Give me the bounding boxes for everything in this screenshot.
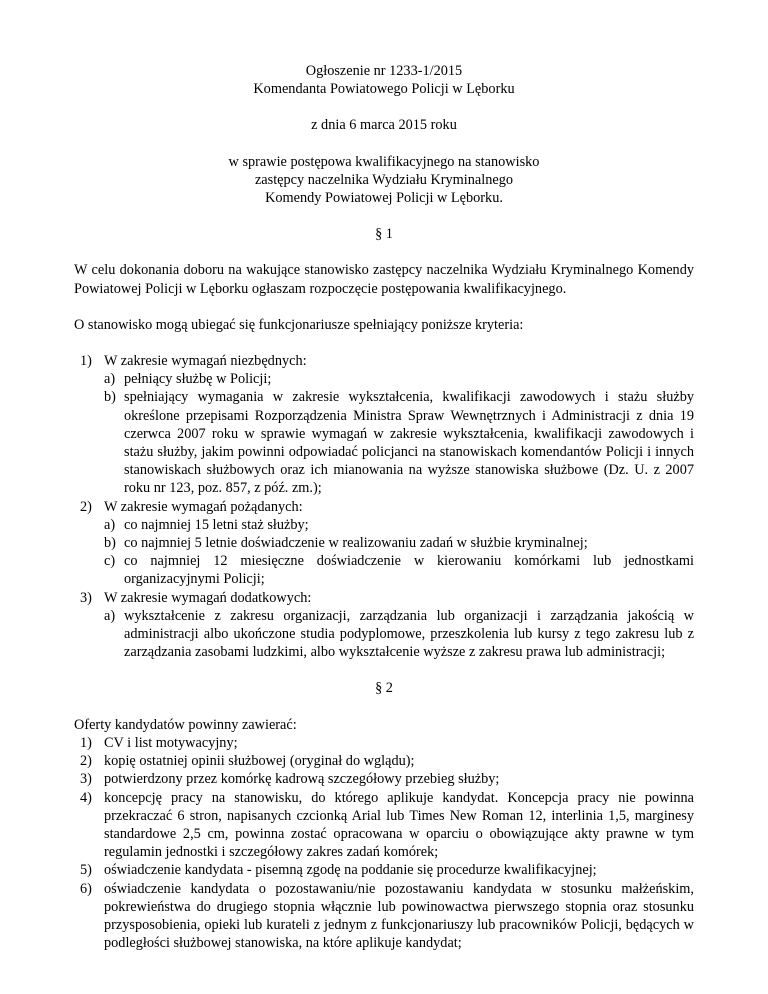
section-2-mark: § 2	[375, 680, 393, 697]
document-header	[74, 62, 694, 243]
item-text: co najmniej 15 letni staż służby;	[124, 516, 309, 533]
list-item	[80, 752, 694, 770]
group-number: 1)	[80, 353, 92, 370]
issuer: Komendanta Powiatowego Policji w Lęborku	[253, 81, 515, 98]
subject-line-1: w sprawie postępowa kwalifikacyjnego na stanowisko	[228, 153, 540, 170]
list-item	[80, 770, 694, 788]
item-text: oświadczenie kandydata - pisemną zgodę na poddanie się procedurze kwalifikacyjnej;	[104, 862, 597, 879]
item-number: 4)	[80, 789, 92, 806]
list-item	[80, 734, 694, 752]
item-text: CV i list motywacyjny;	[104, 734, 238, 751]
section-1-intro: W celu dokonania doboru na wakujące stanowisko zastępcy naczelnika Wydziału Kryminalnego Komendy Powiatowej Policji w Lęborku ogłaszam rozpoczęcie postępowania kwalifikacyjnego.	[74, 262, 694, 297]
list-item	[104, 534, 694, 552]
list-item	[80, 880, 694, 953]
list-item	[104, 370, 694, 388]
group-number: 2)	[80, 498, 92, 515]
item-letter: c)	[104, 553, 116, 570]
subject-line-2: zastępcy naczelnika Wydziału Kryminalnego	[254, 171, 514, 188]
item-number: 1)	[80, 734, 92, 751]
criteria-intro: O stanowisko mogą ubiegać się funkcjonariusze spełniający poniższe kryteria:	[74, 316, 524, 333]
group-title: W zakresie wymagań niezbędnych:	[104, 353, 307, 370]
item-text: oświadczenie kandydata o pozostawaniu/nie pozostawaniu kandydata w stosunku małżeńskim, pokrewieństwa do drugiego stopnia włącznie lub powinowactwa pierwszego stopnia oraz stosunku przysposobienia, opieki lub kurateli z jednym z funkcjonariuszy lub pracowników Policji, będących w podległości służbowej stanowiska, na które aplikuje kandydat;	[104, 880, 694, 952]
item-number: 3)	[80, 771, 92, 788]
list-item	[80, 789, 694, 862]
criteria-group	[80, 589, 694, 662]
group-items	[104, 607, 694, 662]
announcement-number: Ogłoszenie nr 1233-1/2015	[305, 63, 463, 79]
item-letter: b)	[104, 389, 116, 406]
item-text: koncepcję pracy na stanowisku, do którego aplikuje kandydat. Koncepcja pracy nie powinna przekraczać 6 stron, napisanych czcionką Arial lub Times New Roman 12, interlinia 1,5, marginesy standardowe 2,5 cm, powinna zostać opracowana w oparciu o obowiązujące akty prawne w tym regulamin jednostki i szczegółowy zakres zadań komórek;	[104, 789, 694, 861]
section-1-mark: § 1	[375, 226, 393, 243]
group-items	[104, 370, 694, 497]
item-text: spełniający wymagania w zakresie wykształcenia, kwalifikacji zawodowych i stażu służby określone przepisami Rozporządzenia Ministra Spraw Wewnętrznych i Administracji z dnia 19 czerwca 2007 roku w sprawie wymagań w zakresie wykształcenia, kwalifikacji zawodowych i stażu służby, jakim powinni odpowiadać policjanci na stanowiskach komendantów Policji i innych stanowiskach służbowych oraz ich mianowania na wyższe stanowiska służbowe (Dz. U. z 2007 roku nr 123, poz. 857, z póź. zm.);	[124, 389, 694, 497]
item-number: 5)	[80, 862, 92, 879]
list-item	[104, 552, 694, 588]
item-text: kopię ostatniej opinii służbowej (oryginał do wglądu);	[104, 753, 415, 770]
list-item	[104, 388, 694, 497]
item-letter: a)	[104, 516, 116, 533]
item-number: 2)	[80, 753, 92, 770]
criteria-group	[80, 498, 694, 589]
item-number: 6)	[80, 880, 92, 897]
criteria-list	[74, 352, 694, 661]
item-letter: a)	[104, 371, 116, 388]
list-item	[104, 516, 694, 534]
group-items	[104, 516, 694, 589]
list-item	[80, 861, 694, 879]
item-text: co najmniej 5 letnie doświadczenie w realizowaniu zadań w służbie kryminalnej;	[124, 535, 588, 552]
list-item	[104, 607, 694, 662]
section-2-intro: Oferty kandydatów powinny zawierać:	[74, 716, 297, 733]
announcement-date: z dnia 6 marca 2015 roku	[311, 117, 457, 134]
item-letter: b)	[104, 535, 116, 552]
item-text: potwierdzony przez komórkę kadrową szczegółowy przebieg służby;	[104, 771, 500, 788]
subject-line-3: Komendy Powiatowej Policji w Lęborku.	[265, 190, 503, 207]
item-text: wykształcenie z zakresu organizacji, zarządzania lub organizacji i zarządzania jakością w administracji albo ukończone studia podyplomowe, przeszkolenia lub kursy z tego zakresu lub z zarządzania zasobami ludzkimi, albo wykształcenie wyższe z zakresu prawa lub administracji;	[124, 607, 694, 661]
offer-requirements-list	[74, 734, 694, 952]
item-text: co najmniej 12 miesięczne doświadczenie w kierowaniu komórkami lub jednostkami organizacyjnymi Policji;	[124, 553, 694, 588]
criteria-group	[80, 352, 694, 498]
item-letter: a)	[104, 607, 116, 624]
group-title: W zakresie wymagań dodatkowych:	[104, 589, 312, 606]
group-title: W zakresie wymagań pożądanych:	[104, 498, 303, 515]
item-text: pełniący służbę w Policji;	[124, 371, 272, 388]
group-number: 3)	[80, 589, 92, 606]
